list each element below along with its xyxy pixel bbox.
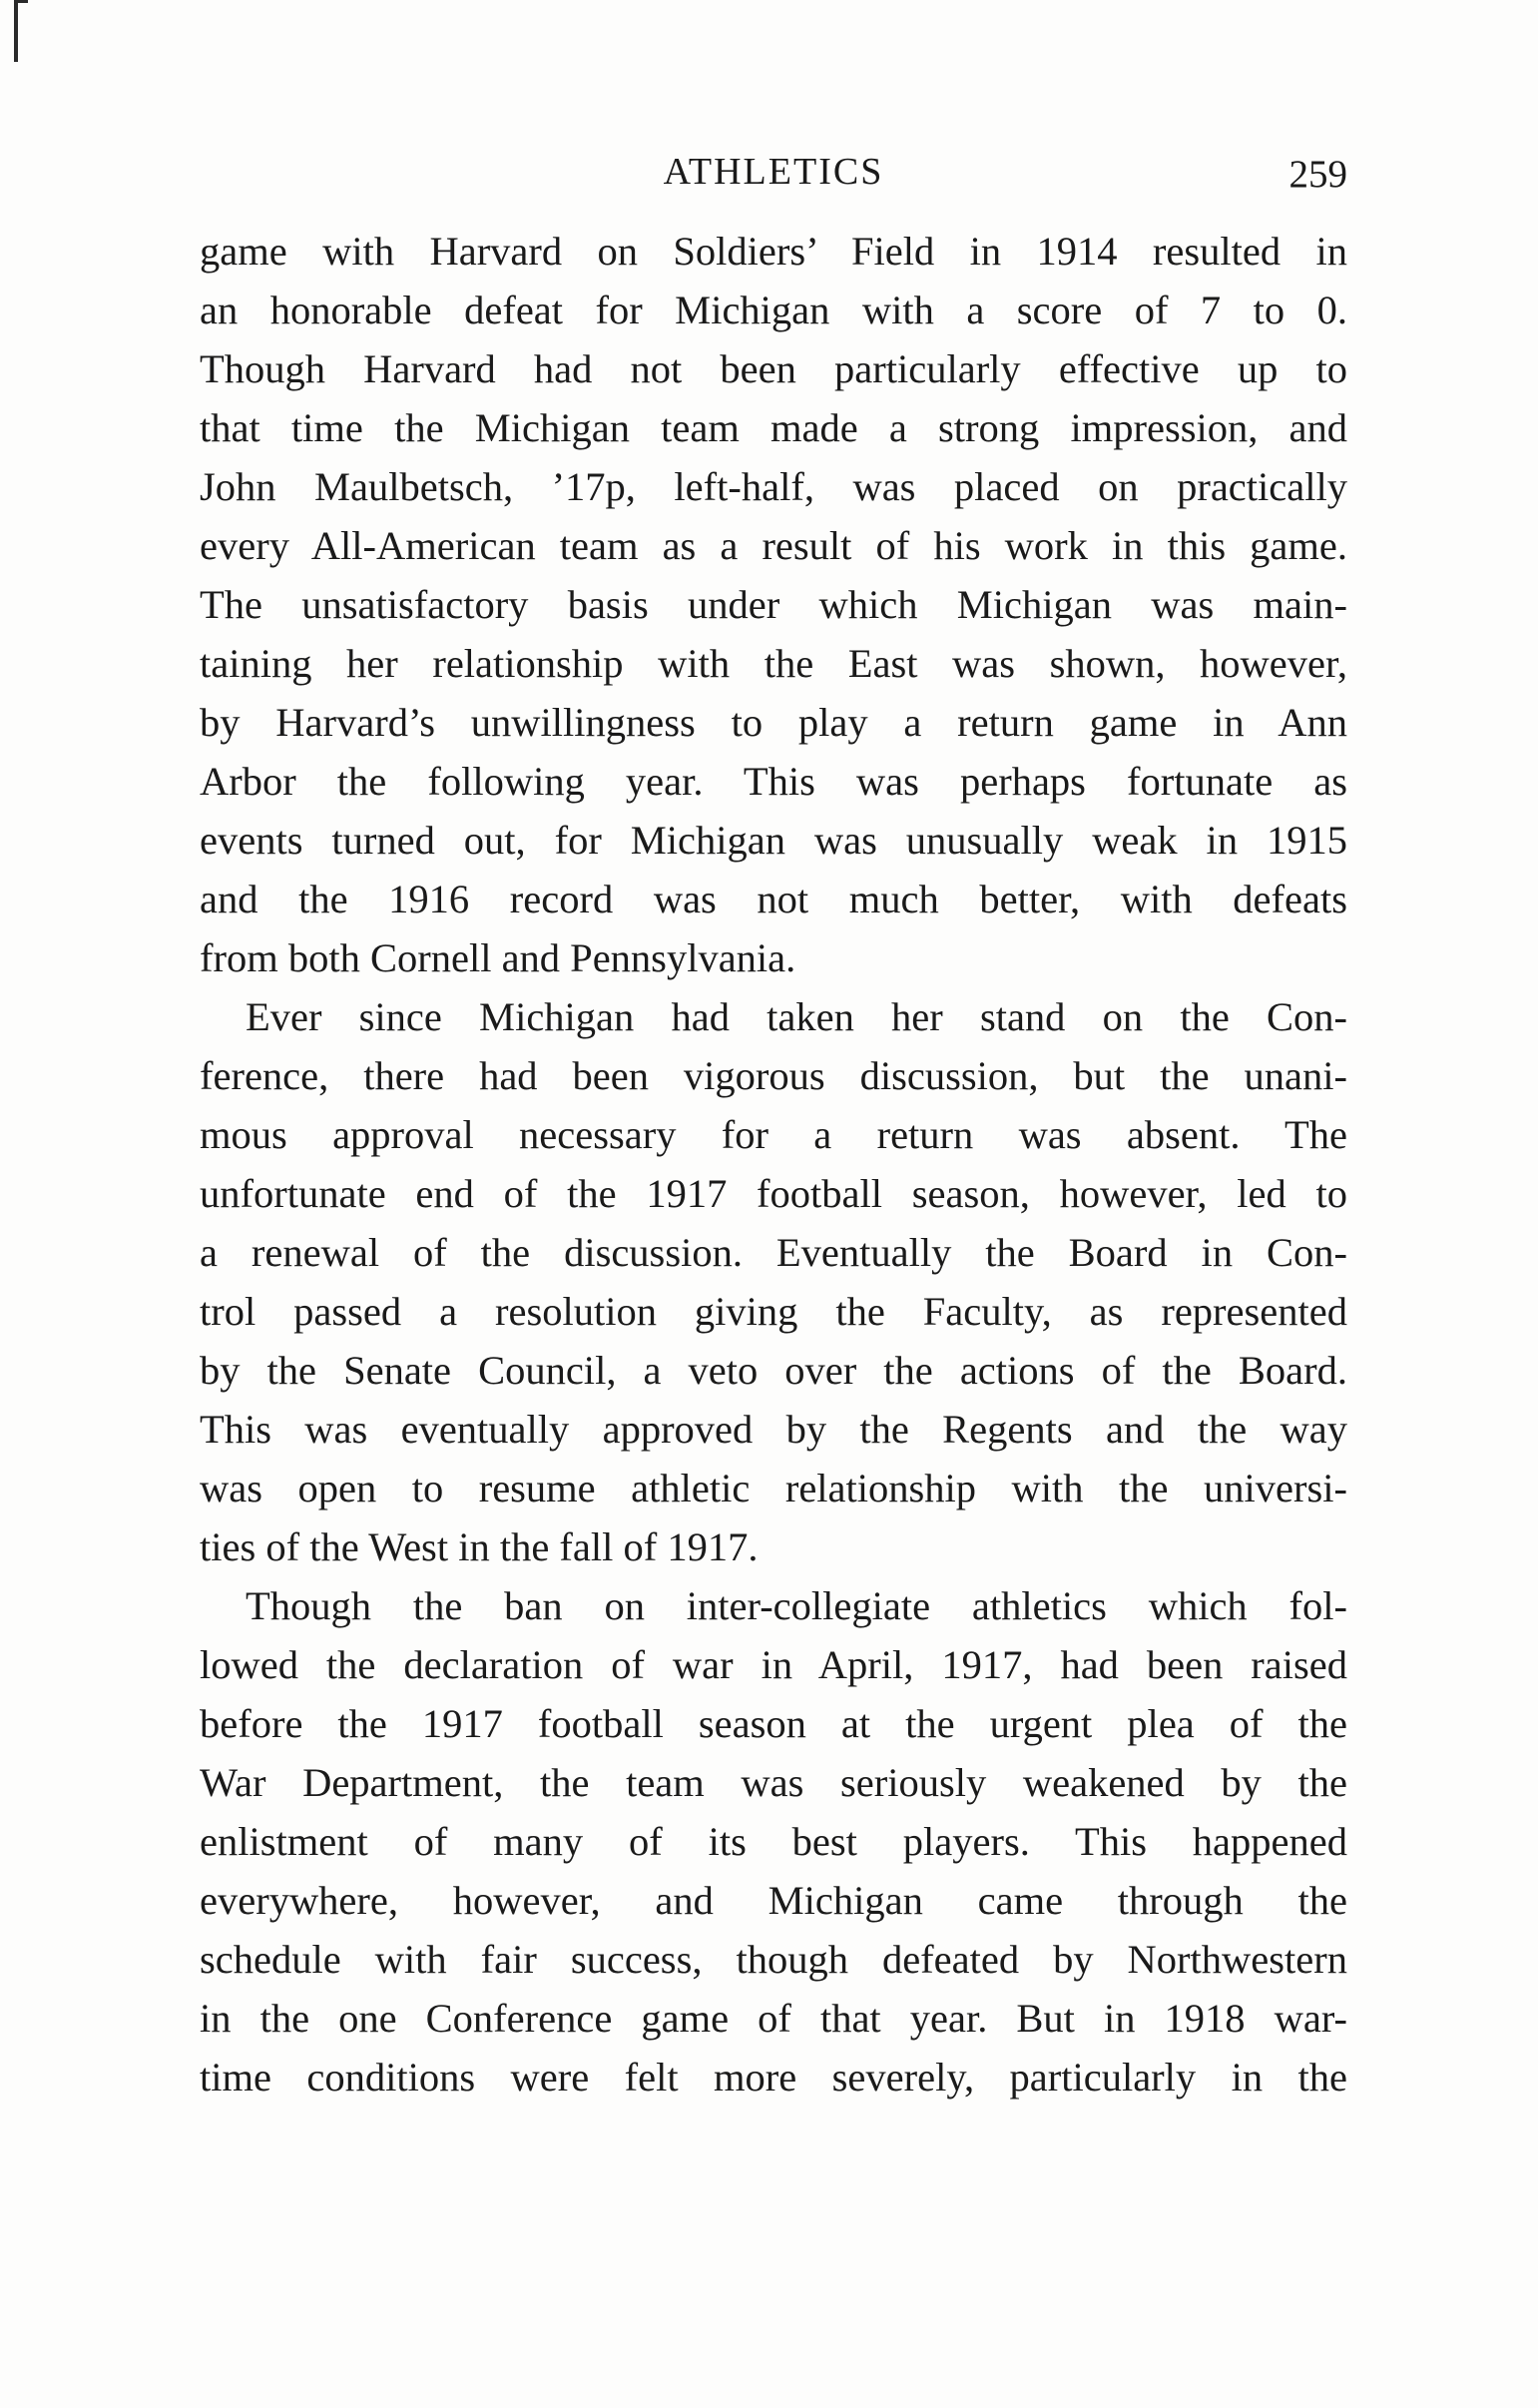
text-line: time conditions were felt more severely, particularly in the <box>200 2055 1347 2100</box>
text-line: ference, there had been vigorous discussion, but the unani- <box>200 1053 1347 1098</box>
text-line: This was eventually approved by the Regents and the way <box>200 1407 1347 1452</box>
text-line: that time the Michigan team made a strong impression, and <box>200 405 1347 450</box>
scan-edge-mark-top <box>14 0 28 3</box>
text-line: lowed the declaration of war in April, 1917, had been raised <box>200 1642 1347 1687</box>
text-line: by the Senate Council, a veto over the actions of the Board. <box>200 1348 1347 1393</box>
text-line: unfortunate end of the 1917 football season, however, led to <box>200 1171 1347 1216</box>
text-line: trol passed a resolution giving the Faculty, as represented <box>200 1289 1347 1334</box>
text-line: a renewal of the discussion. Eventually the Board in Con- <box>200 1230 1347 1275</box>
text-line: Though Harvard had not been particularly effective up to <box>200 346 1347 391</box>
text-line: game with Harvard on Soldiers’ Field in 1914 resulted in <box>200 229 1347 274</box>
text-line: and the 1916 record was not much better, with defeats <box>200 877 1347 921</box>
text-line: Arbor the following year. This was perhaps fortunate as <box>200 759 1347 804</box>
text-line: taining her relationship with the East was shown, however, <box>200 641 1347 686</box>
text-line: Though the ban on inter-collegiate athletics which fol- <box>246 1583 1347 1628</box>
text-line: from both Cornell and Pennsylvania. <box>200 935 796 980</box>
text-line: ties of the West in the fall of 1917. <box>200 1524 759 1569</box>
text-line: schedule with fair success, though defeated by Northwestern <box>200 1937 1347 1982</box>
text-line: an honorable defeat for Michigan with a score of 7 to 0. <box>200 288 1347 332</box>
text-line: every All-American team as a result of his work in this game. <box>200 523 1347 568</box>
text-line: John Maulbetsch, ’17p, left-half, was placed on practically <box>200 464 1347 509</box>
paragraph-3 <box>200 1576 1347 2107</box>
text-line: mous approval necessary for a return was absent. The <box>200 1112 1347 1157</box>
text-line: Ever since Michigan had taken her stand on the Con- <box>246 994 1347 1039</box>
chapter-title: ATHLETICS <box>663 151 884 193</box>
text-line: events turned out, for Michigan was unusually weak in 1915 <box>200 818 1347 863</box>
text-line: was open to resume athletic relationship with the universi- <box>200 1466 1347 1510</box>
text-line: everywhere, however, and Michigan came through the <box>200 1878 1347 1923</box>
paragraph-1 <box>200 222 1347 987</box>
text-line: War Department, the team was seriously weakened by the <box>200 1760 1347 1805</box>
text-line: enlistment of many of its best players. This happened <box>200 1819 1347 1864</box>
text-line: in the one Conference game of that year. But in 1918 war- <box>200 1996 1347 2041</box>
text-line: The unsatisfactory basis under which Michigan was main- <box>200 582 1347 627</box>
scan-edge-mark <box>14 0 18 62</box>
text-line: before the 1917 football season at the urgent plea of the <box>200 1701 1347 1746</box>
body-text <box>200 222 1347 2107</box>
page-number: 259 <box>1288 153 1347 196</box>
paragraph-2 <box>200 987 1347 1576</box>
text-line: by Harvard’s unwillingness to play a return game in Ann <box>200 700 1347 745</box>
running-head <box>200 150 1347 210</box>
